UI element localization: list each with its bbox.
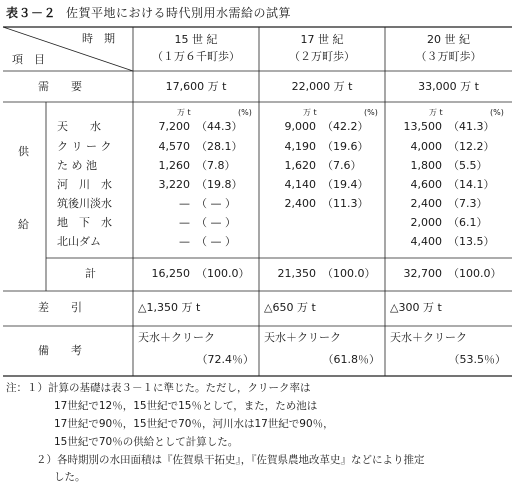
supply-pct: （28.1） bbox=[196, 140, 243, 153]
supply-amount: 2,400 bbox=[284, 197, 316, 210]
total-amount: 32,700 bbox=[403, 267, 442, 280]
supply-amount: — bbox=[179, 235, 190, 248]
demand-17c: 22,000 万 t bbox=[291, 80, 353, 93]
demand-label: 需 要 bbox=[38, 80, 82, 93]
unit-pct: (%) bbox=[238, 108, 252, 117]
supply-pct: （14.1） bbox=[448, 178, 495, 191]
supply-amount: 2,400 bbox=[410, 197, 442, 210]
supply-pct: （42.2） bbox=[322, 120, 369, 133]
supply-amount: 4,570 bbox=[158, 140, 190, 153]
total-label: 計 bbox=[85, 267, 96, 280]
supply-amount: 4,000 bbox=[410, 140, 442, 153]
balance-20c: △300 万 t bbox=[390, 301, 442, 314]
table-caption: 佐賀平地における時代別用水需給の試算 bbox=[66, 6, 292, 20]
supply-pct: （5.5） bbox=[448, 159, 488, 172]
footnote-line: 17世紀で90％，15世紀で70％，河川水は17世紀で90％， bbox=[54, 418, 334, 430]
supply-pct: （6.1） bbox=[448, 216, 488, 229]
remarks-15c-pct: （72.4％） bbox=[196, 353, 254, 366]
supply-pct: （44.3） bbox=[196, 120, 243, 133]
supply-amount: 9,000 bbox=[284, 120, 316, 133]
total-amount: 21,350 bbox=[277, 267, 316, 280]
supply-pct: （13.5） bbox=[448, 235, 495, 248]
supply-amount: 7,200 bbox=[158, 120, 190, 133]
supply-pct: （7.6） bbox=[322, 159, 362, 172]
supply-pct: （19.6） bbox=[322, 140, 369, 153]
supply-pct: （19.4） bbox=[322, 178, 369, 191]
supply-amount: 13,500 bbox=[403, 120, 442, 133]
remarks-17c-pct: （61.8％） bbox=[322, 353, 380, 366]
supply-amount: 4,600 bbox=[410, 178, 442, 191]
demand-15c: 17,600 万 t bbox=[165, 80, 227, 93]
balance-17c: △650 万 t bbox=[264, 301, 316, 314]
supply-amount: 1,800 bbox=[410, 159, 442, 172]
unit-amount: 万 t bbox=[303, 108, 317, 117]
supply-row-name: 北山ダム bbox=[57, 235, 101, 248]
unit-pct: (%) bbox=[490, 108, 504, 117]
period-15c-label: 15 世 紀 bbox=[174, 33, 218, 46]
supply-amount: 4,400 bbox=[410, 235, 442, 248]
period-17c-label: 17 世 紀 bbox=[300, 33, 344, 46]
total-pct: （100.0） bbox=[196, 267, 250, 280]
remarks-20c-pct: （53.5％） bbox=[448, 353, 506, 366]
total-pct: （100.0） bbox=[448, 267, 502, 280]
balance-label: 差 引 bbox=[38, 301, 82, 314]
supply-amount: — bbox=[179, 216, 190, 229]
unit-amount: 万 t bbox=[177, 108, 191, 117]
supply-pct: （7.3） bbox=[448, 197, 488, 210]
supply-pct: （19.8） bbox=[196, 178, 243, 191]
table-number: 表３－２ bbox=[6, 6, 57, 20]
footnote-line: 17世紀で12％，15世紀で15％として，また，ため池は bbox=[54, 400, 318, 412]
remarks-17c-text: 天水＋クリーク bbox=[264, 331, 341, 344]
supply-row-name: 河 川 水 bbox=[57, 178, 112, 191]
supply-pct: （41.3） bbox=[448, 120, 495, 133]
period-20c-area: （３万町歩） bbox=[415, 50, 482, 63]
supply-amount: 4,140 bbox=[284, 178, 316, 191]
total-pct: （100.0） bbox=[322, 267, 376, 280]
supply-pct: （11.3） bbox=[322, 197, 369, 210]
supply-row-name: た め 池 bbox=[57, 159, 97, 172]
unit-amount: 万 t bbox=[429, 108, 443, 117]
supply-pct: （12.2） bbox=[448, 140, 495, 153]
balance-15c: △1,350 万 t bbox=[138, 301, 201, 314]
supply-amount: 1,260 bbox=[158, 159, 190, 172]
remarks-label: 備 考 bbox=[38, 344, 82, 357]
footnote-line: した。 bbox=[54, 471, 86, 483]
supply-pct: （7.8） bbox=[196, 159, 236, 172]
supply-amount: 3,220 bbox=[158, 178, 190, 191]
supply-row-name: 地 下 水 bbox=[57, 216, 112, 229]
period-20c-label: 20 世 紀 bbox=[427, 33, 470, 46]
period-header: 時 期 bbox=[82, 32, 115, 45]
supply-label-bottom: 給 bbox=[18, 218, 29, 231]
supply-pct: （ — ） bbox=[196, 197, 236, 210]
period-15c-area: （１万６千町歩） bbox=[152, 50, 240, 63]
total-amount: 16,250 bbox=[151, 267, 190, 280]
supply-pct: （ — ） bbox=[196, 216, 236, 229]
supply-label-top: 供 bbox=[18, 145, 29, 158]
supply-amount: — bbox=[179, 197, 190, 210]
period-17c-area: （２万町歩） bbox=[289, 50, 355, 63]
supply-amount: 1,620 bbox=[284, 159, 316, 172]
footnote-line: ２）各時期別の水田面積は『佐賀県干拓史』，『佐賀県農地改革史』などにより推定 bbox=[36, 454, 425, 466]
supply-row-name: 天 水 bbox=[57, 120, 101, 133]
remarks-15c-text: 天水＋クリーク bbox=[138, 331, 215, 344]
supply-row-name: ク リ ー ク bbox=[57, 140, 112, 153]
unit-pct: (%) bbox=[364, 108, 378, 117]
footnote-line: 15世紀で70％の供給として計算した。 bbox=[54, 436, 239, 448]
supply-amount: 4,190 bbox=[284, 140, 316, 153]
demand-20c: 33,000 万 t bbox=[418, 80, 479, 93]
supply-row-name: 筑後川淡水 bbox=[57, 197, 112, 210]
remarks-20c-text: 天水＋クリーク bbox=[390, 331, 467, 344]
supply-pct: （ — ） bbox=[196, 235, 236, 248]
supply-amount: 2,000 bbox=[410, 216, 442, 229]
item-header: 項 目 bbox=[12, 53, 45, 66]
footnote-line: 注：１）計算の基礎は表３－１に準じた。ただし，クリーク率は bbox=[6, 382, 311, 394]
